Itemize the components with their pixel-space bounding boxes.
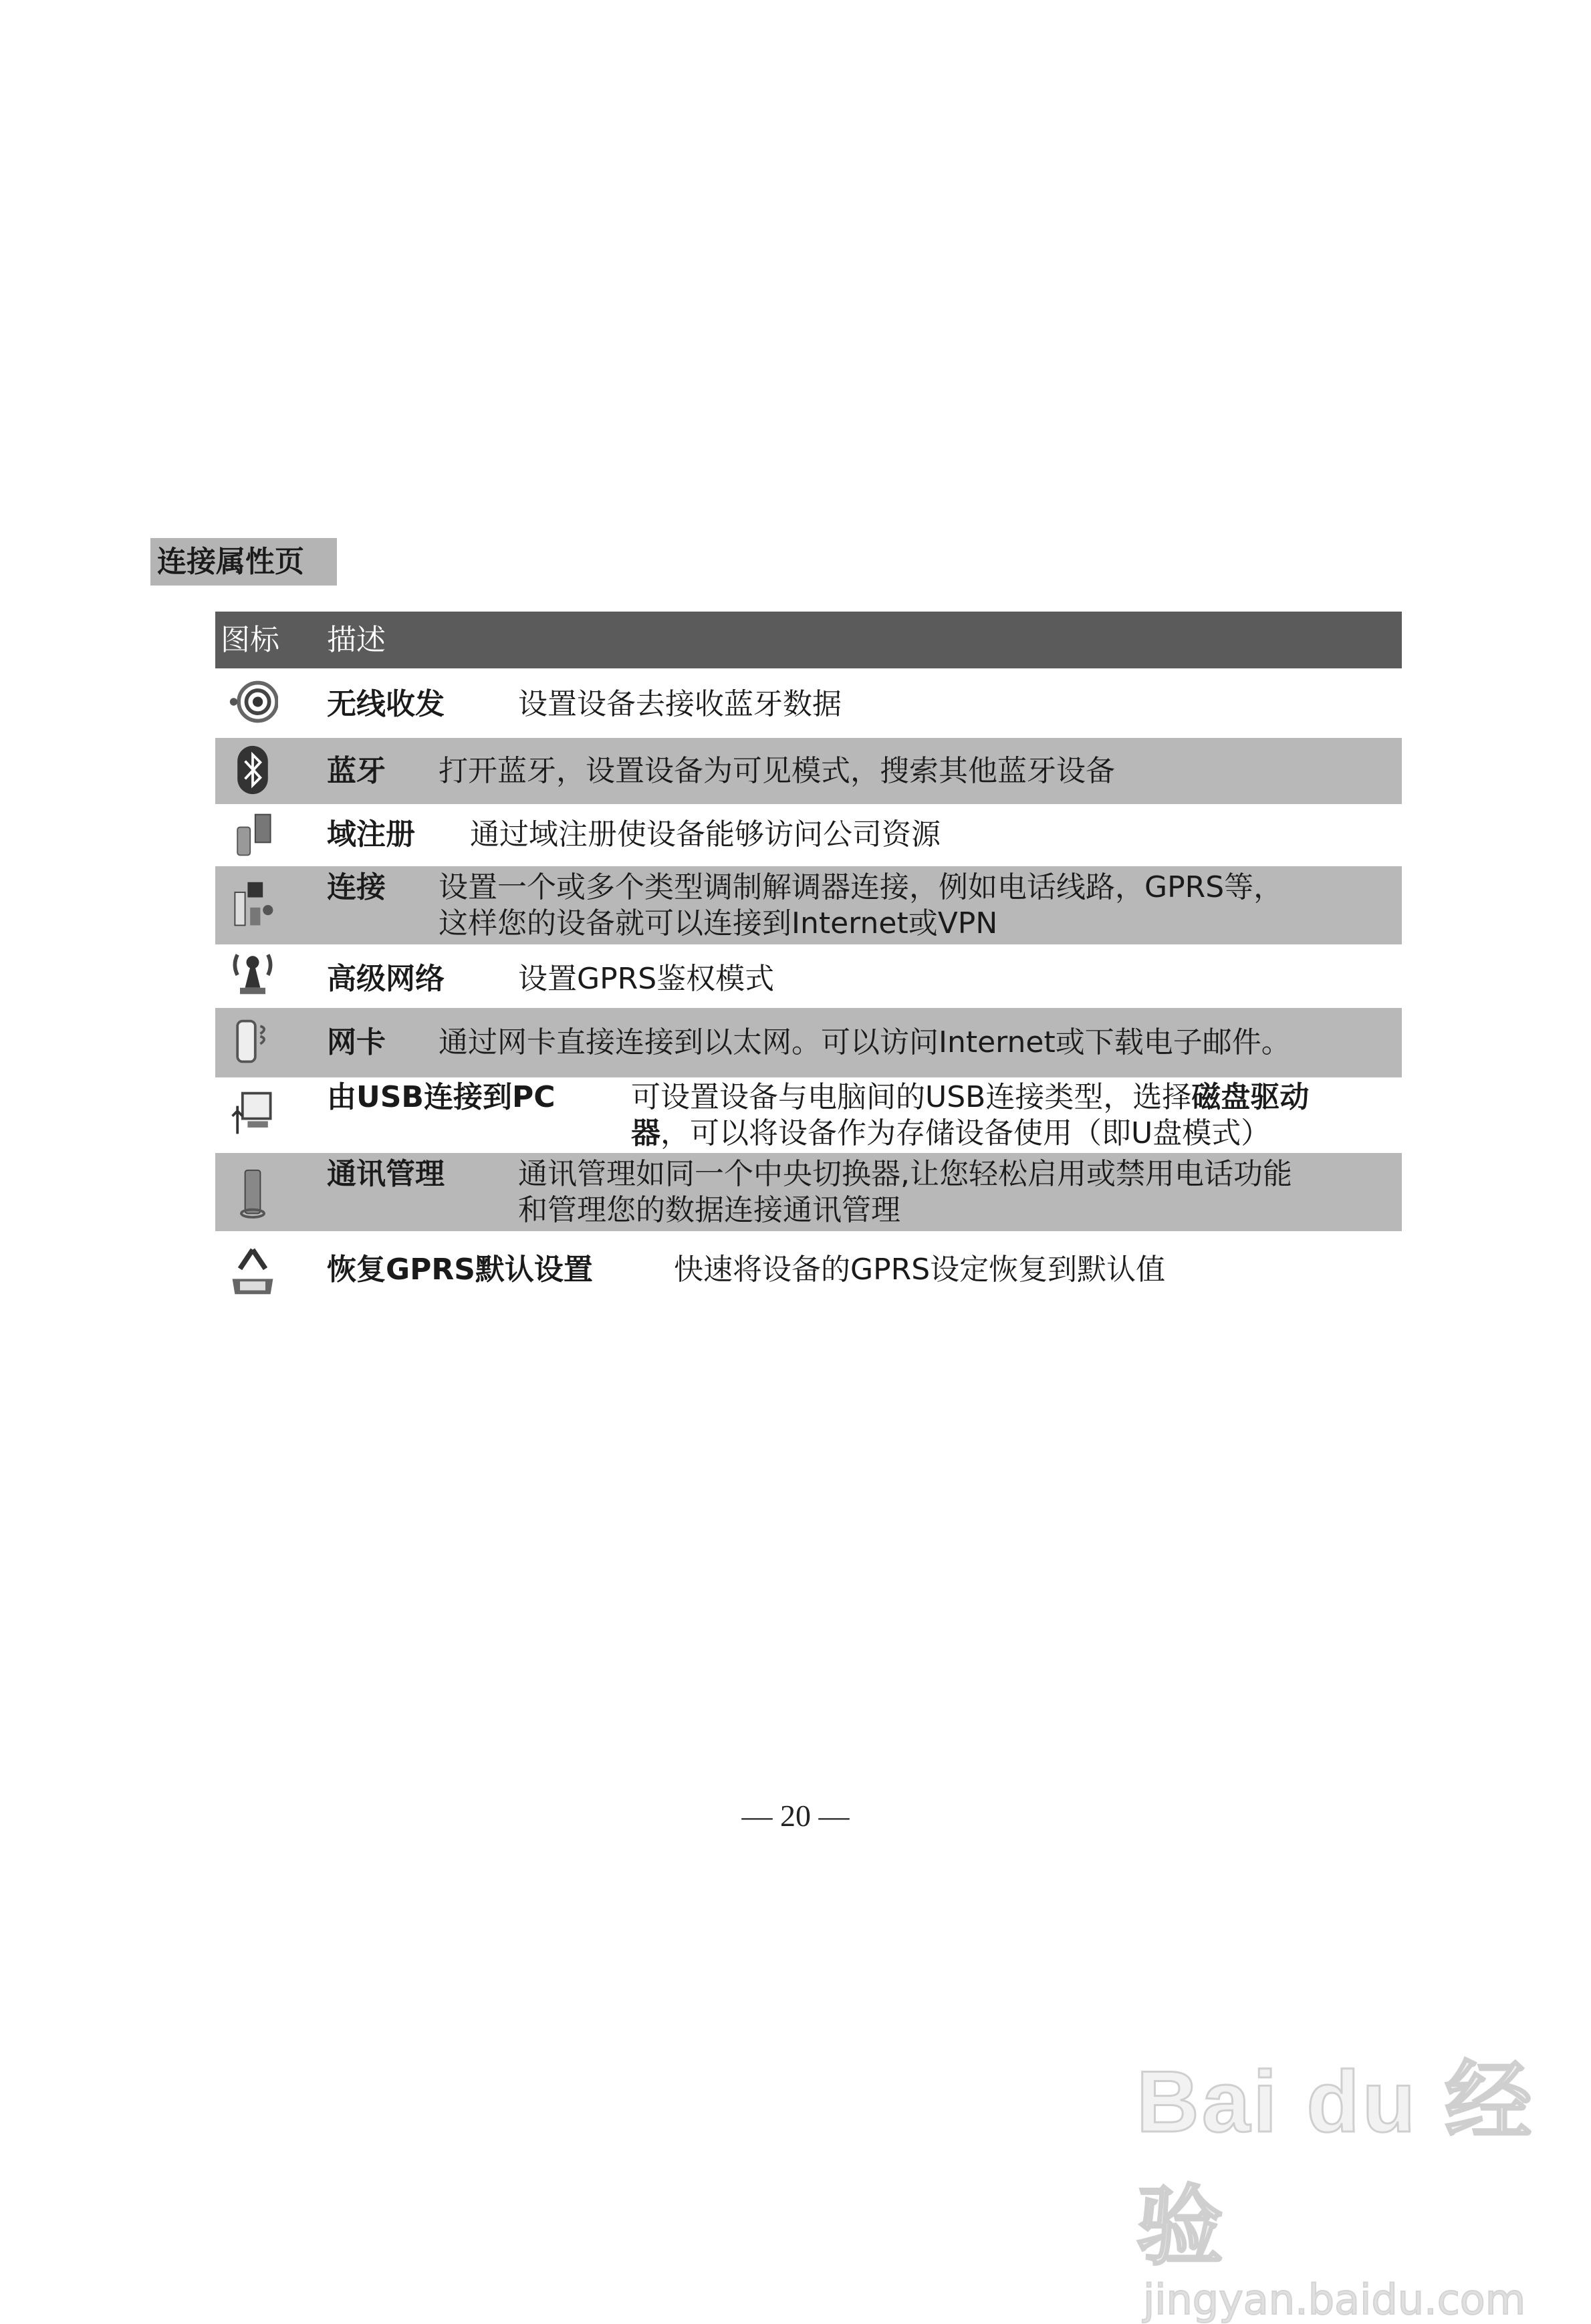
row-label: 恢复GPRS默认设置 [327, 1253, 593, 1287]
watermark-url: jingyan.baidu.com [1143, 2275, 1526, 2324]
row-description: 打开蓝牙，设置设备为可见模式，搜索其他蓝牙设备 [439, 754, 1115, 788]
row-description-line2: 这样您的设备就可以连接到Internet或VPN [439, 906, 998, 940]
row-label: 由USB连接到PC [327, 1080, 556, 1114]
column-header-description: 描述 [327, 623, 386, 657]
row-description: 通过域注册使设备能够访问公司资源 [470, 817, 941, 852]
row-label: 高级网络 [327, 962, 445, 996]
network-card-icon [227, 1016, 278, 1067]
table-row[interactable] [215, 866, 1402, 944]
description-bold: 磁盘驱动 [1191, 1080, 1310, 1114]
row-description: 设置设备去接收蓝牙数据 [518, 687, 842, 721]
row-description: 通过网卡直接连接到以太网。可以访问Internet或下载电子邮件。 [439, 1025, 1291, 1059]
table-row[interactable] [215, 1231, 1402, 1309]
row-label: 通讯管理 [327, 1157, 445, 1191]
usb-to-pc-icon [227, 1088, 278, 1139]
page-number: — 20 — [741, 1799, 850, 1833]
row-label: 连接 [327, 870, 386, 904]
table-header [215, 612, 1402, 668]
table-row[interactable] [215, 738, 1402, 804]
row-label: 网卡 [327, 1025, 386, 1059]
table-row[interactable] [215, 944, 1402, 1008]
wireless-beam-icon [227, 676, 278, 727]
row-label: 蓝牙 [327, 754, 386, 788]
description-text: ，可以将设备作为存储设备使用（即U盘模式） [660, 1116, 1271, 1150]
section-title: 连接属性页 [150, 538, 337, 586]
table-row[interactable] [215, 1153, 1402, 1231]
row-description-line2: 和管理您的数据连接通讯管理 [518, 1193, 900, 1227]
row-label: 域注册 [327, 817, 415, 852]
baidu-jingyan-watermark [1136, 2032, 1591, 2324]
description-bold: 器 [631, 1116, 660, 1150]
row-description: 通讯管理如同一个中央切换器,让您轻松启用或禁用电话功能 [518, 1157, 1292, 1191]
watermark-logo: Bai du 经验 [1136, 2053, 1535, 2275]
domain-enroll-icon [227, 809, 278, 860]
table-row[interactable] [215, 1008, 1402, 1077]
gprs-reset-icon [227, 1246, 278, 1297]
bluetooth-icon [227, 745, 278, 795]
table-row[interactable] [215, 668, 1402, 738]
row-description: 设置GPRS鉴权模式 [518, 962, 775, 996]
row-description-line2 [631, 1115, 1270, 1152]
row-description: 设置一个或多个类型调制解调器连接，例如电话线路，GPRS等， [439, 870, 1283, 904]
description-text: 可设置设备与电脑间的USB连接类型，选择 [631, 1080, 1192, 1114]
comm-manager-icon [227, 1168, 278, 1218]
connections-icon [227, 880, 278, 930]
column-header-icon: 图标 [221, 623, 279, 657]
table-row[interactable] [215, 804, 1402, 866]
row-label: 无线收发 [327, 687, 445, 721]
table-row[interactable] [215, 1077, 1402, 1153]
row-description: 快速将设备的GPRS设定恢复到默认值 [674, 1253, 1166, 1287]
advanced-network-icon [227, 947, 278, 998]
connections-table [215, 612, 1402, 1309]
row-description [631, 1079, 1309, 1116]
